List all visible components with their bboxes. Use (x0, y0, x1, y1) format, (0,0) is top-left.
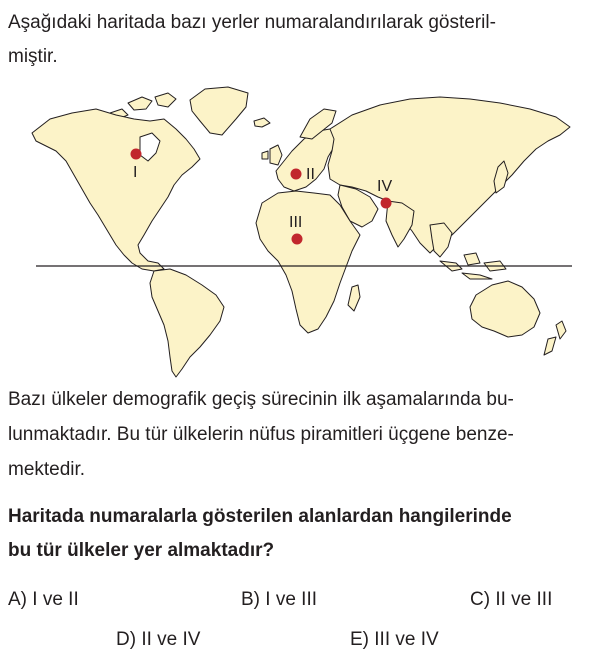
arctic-islands-land (110, 93, 176, 119)
south-america-land (150, 269, 224, 377)
description-paragraph (8, 382, 600, 487)
world-map (0, 75, 606, 380)
marker-II-dot (291, 169, 302, 180)
question-line: Haritada numaralarla gösterilen alanlardan hangilerinde (8, 506, 512, 527)
option-c[interactable]: C) II ve III (470, 589, 553, 610)
intro-line: Aşağıdaki haritada bazı yerler numaralandırılarak gösteril- (8, 12, 496, 33)
madagascar-land (348, 285, 360, 311)
marker-III-dot (292, 234, 303, 245)
british-isles-land (262, 145, 282, 165)
option-d[interactable]: D) II ve IV (116, 629, 201, 650)
iceland-land (254, 118, 270, 127)
indochina-land (430, 223, 452, 257)
north-america-land (32, 109, 200, 271)
marker-I-dot (131, 149, 142, 160)
option-a[interactable]: A) I ve II (8, 589, 79, 610)
intro-line: miştir. (8, 46, 58, 67)
intro-text (8, 6, 600, 74)
marker-II-label: II (306, 166, 315, 183)
greenland-land (190, 87, 248, 135)
option-e[interactable]: E) III ve IV (350, 629, 439, 650)
question-text (8, 500, 600, 568)
option-b[interactable]: B) I ve III (241, 589, 318, 610)
marker-IV-dot (381, 198, 392, 209)
para-line: mektedir. (8, 459, 86, 480)
question-line: bu tür ülkeler yer almaktadır? (8, 540, 275, 561)
para-line: lunmaktadır. Bu tür ülkelerin nüfus piramitleri üçgene benze- (8, 424, 514, 445)
africa-land (256, 191, 360, 333)
marker-I-label: I (133, 164, 138, 181)
india-land (386, 201, 414, 247)
australia-land (470, 281, 540, 337)
new-zealand-land (544, 321, 566, 355)
para-line: Bazı ülkeler demografik geçiş sürecinin ilk aşamalarında bu- (8, 389, 514, 410)
marker-III-label: III (289, 214, 303, 231)
marker-IV-label: IV (377, 178, 393, 195)
